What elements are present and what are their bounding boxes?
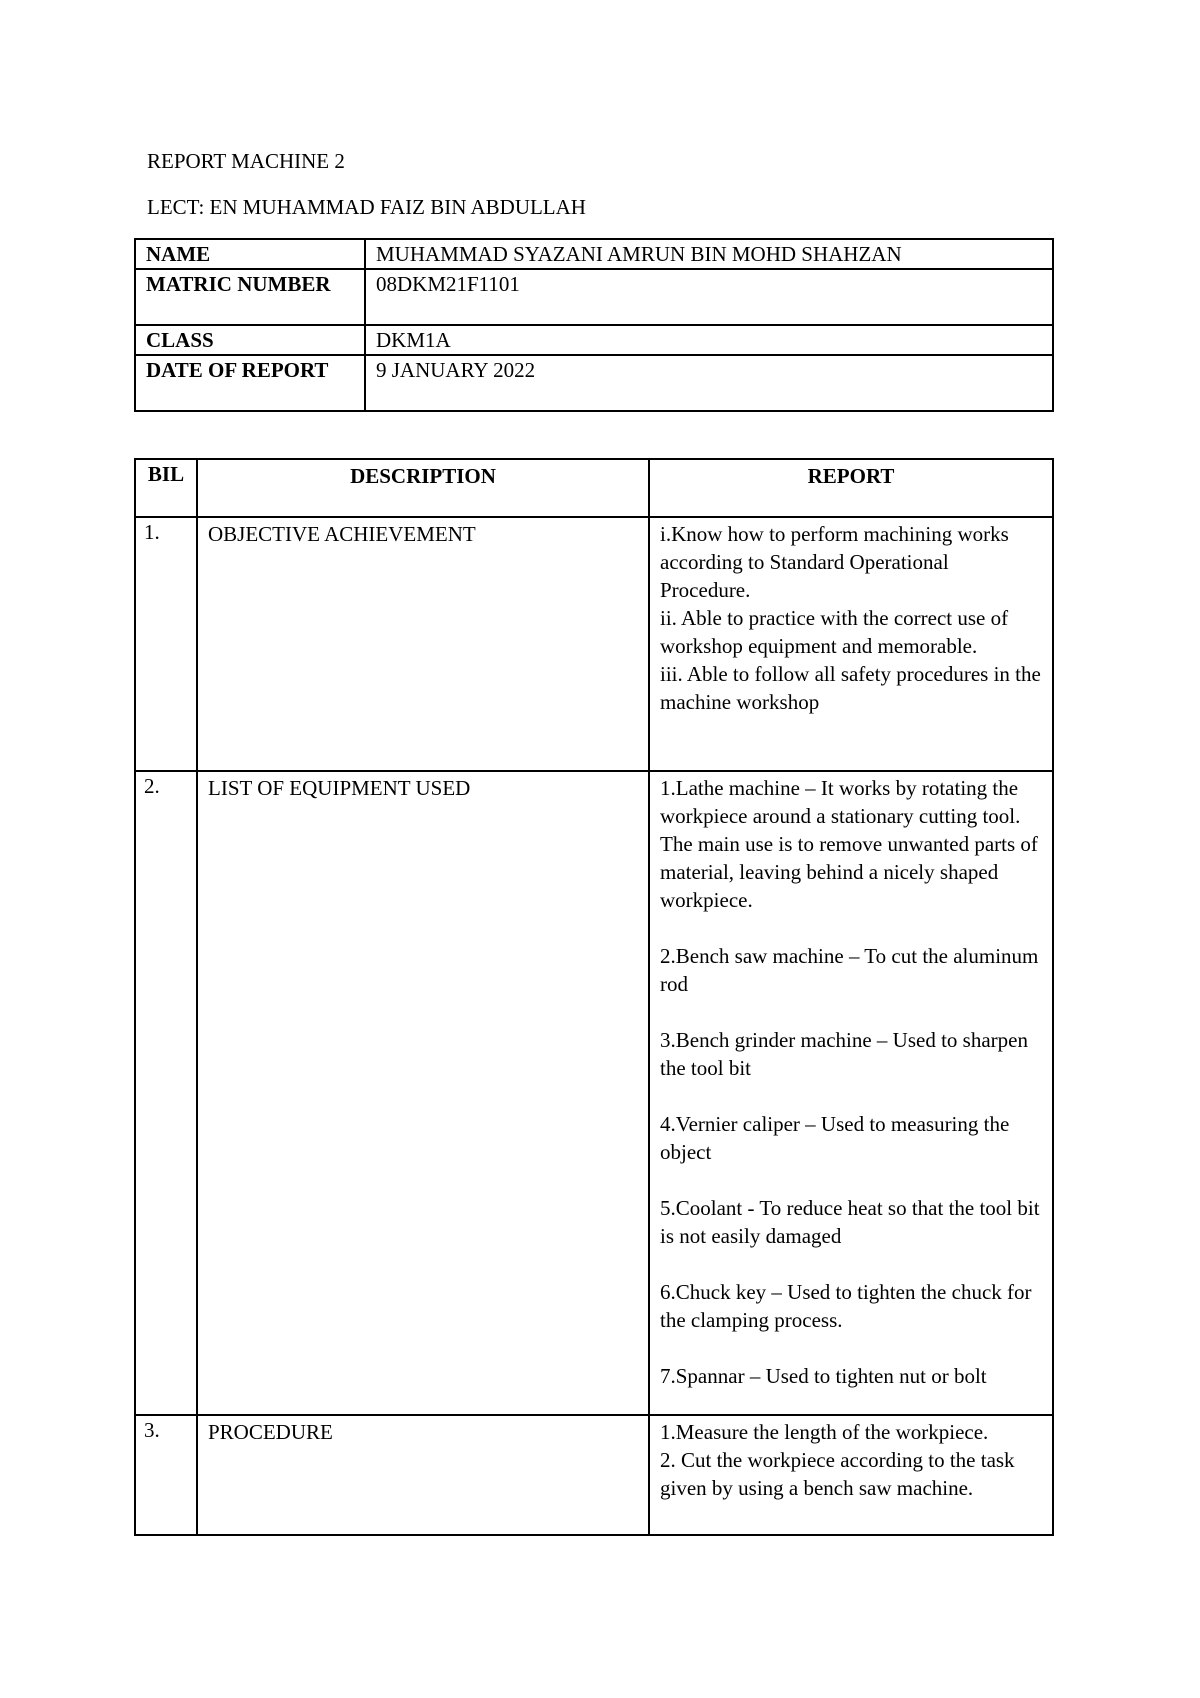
report-line: iii. Able to follow all safety procedures in the machine workshop <box>660 662 1041 714</box>
procedure-step: 1.Measure the length of the workpiece. <box>660 1420 989 1444</box>
equipment-item: 1.Lathe machine – It works by rotating the workpiece around a stationary cutting tool. The main use is to remove unwanted parts of material, leaving behind a nicely shaped workpiece. <box>660 776 1038 912</box>
lecturer-line: LECT: EN MUHAMMAD FAIZ BIN ABDULLAH <box>147 195 586 219</box>
equipment-item: 5.Coolant - To reduce heat so that the tool bit is not easily damaged <box>660 1196 1040 1248</box>
row-report <box>649 1415 1053 1535</box>
equipment-item: 2.Bench saw machine – To cut the aluminum rod <box>660 944 1039 996</box>
row-report <box>649 771 1053 1415</box>
row-description: OBJECTIVE ACHIEVEMENT <box>197 517 649 771</box>
info-label: NAME <box>135 239 365 269</box>
report-line: ii. Able to practice with the correct use of workshop equipment and memorable. <box>660 606 1009 658</box>
info-row-name <box>135 239 1053 269</box>
info-label: CLASS <box>135 325 365 355</box>
info-label: MATRIC NUMBER <box>135 269 365 325</box>
table-row <box>135 771 1053 1415</box>
header-bil: BIL <box>135 459 197 517</box>
equipment-item: 3.Bench grinder machine – Used to sharpen the tool bit <box>660 1028 1028 1080</box>
equipment-item: 4.Vernier caliper – Used to measuring the object <box>660 1112 1010 1164</box>
row-number: 3. <box>135 1415 197 1535</box>
info-value: 9 JANUARY 2022 <box>365 355 1053 411</box>
info-value: MUHAMMAD SYAZANI AMRUN BIN MOHD SHAHZAN <box>365 239 1053 269</box>
row-description: LIST OF EQUIPMENT USED <box>197 771 649 1415</box>
info-value: 08DKM21F1101 <box>365 269 1053 325</box>
procedure-step: 2. Cut the workpiece according to the task given by using a bench saw machine. <box>660 1448 1015 1500</box>
header-description: DESCRIPTION <box>197 459 649 517</box>
header-report: REPORT <box>649 459 1053 517</box>
equipment-item: 7.Spannar – Used to tighten nut or bolt <box>660 1364 987 1388</box>
report-table-header <box>135 459 1053 517</box>
row-number: 2. <box>135 771 197 1415</box>
report-title: REPORT MACHINE 2 <box>147 149 345 173</box>
row-number: 1. <box>135 517 197 771</box>
row-report <box>649 517 1053 771</box>
equipment-item: 6.Chuck key – Used to tighten the chuck for the clamping process. <box>660 1280 1032 1332</box>
info-value: DKM1A <box>365 325 1053 355</box>
student-info-table <box>134 238 1054 412</box>
info-label: DATE OF REPORT <box>135 355 365 411</box>
row-description: PROCEDURE <box>197 1415 649 1535</box>
info-row-class <box>135 325 1053 355</box>
table-row <box>135 1415 1053 1535</box>
info-row-date <box>135 355 1053 411</box>
report-line: i.Know how to perform machining works according to Standard Operational Procedure. <box>660 522 1009 602</box>
info-row-matric <box>135 269 1053 325</box>
table-row <box>135 517 1053 771</box>
report-table <box>134 458 1054 1536</box>
